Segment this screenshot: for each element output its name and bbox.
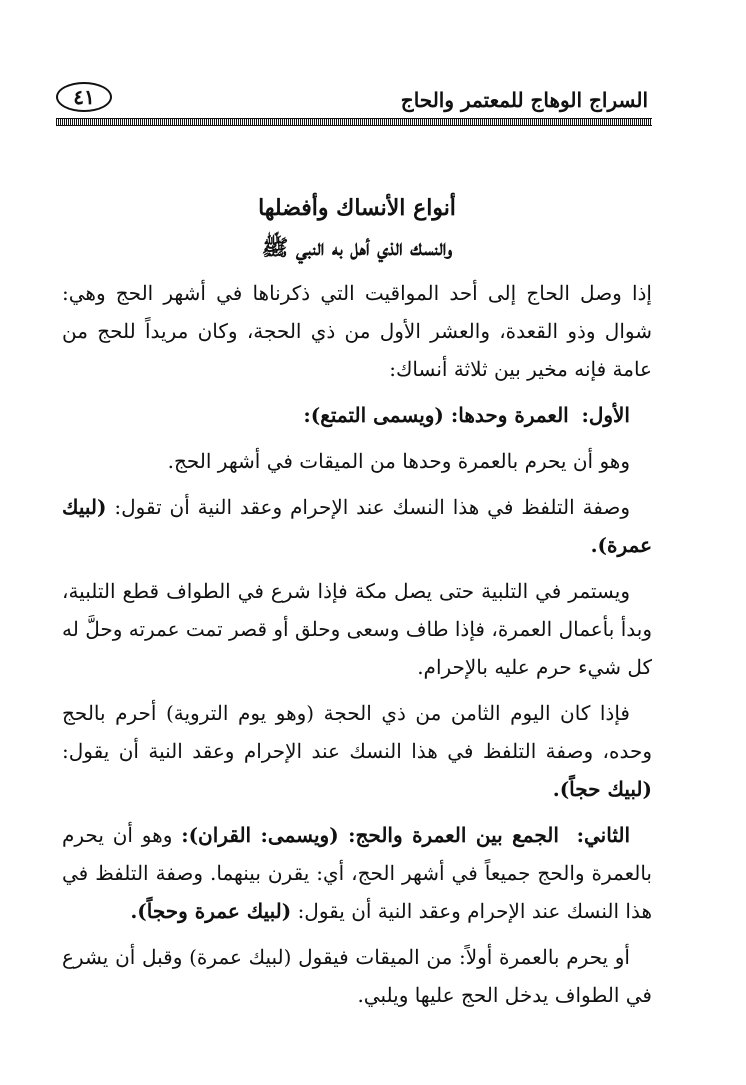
page-number: ٤١ bbox=[56, 82, 112, 112]
header-rule bbox=[56, 118, 652, 126]
section-heading: أنواع الأنساك وأفضلها bbox=[258, 195, 456, 221]
paragraph-tamattu-talbiya bbox=[62, 488, 652, 564]
second-type-label: الثاني: bbox=[576, 823, 631, 847]
paragraph-tarwiyah bbox=[62, 694, 652, 808]
qiran-text: وهو أن يحرم بالعمرة والحج جميعاً في أشهر الحج، أي: يقرن بينهما. وصفة التلفظ في هذا النسك عند الإحرام وعقد النية أن يقول: bbox=[62, 823, 652, 923]
page-body bbox=[62, 188, 652, 1022]
paragraph-first-type bbox=[62, 396, 652, 434]
paragraph-second-type bbox=[62, 816, 652, 930]
qiran-phrase: (لبيك عمرة وحجاً). bbox=[130, 899, 292, 923]
tarwiyah-text: فإذا كان اليوم الثامن من ذي الحجة (وهو يوم التروية) أحرم بالحج وحده، وصفة التلفظ في هذا النسك عند الإحرام وعقد النية أن يقول: bbox=[62, 701, 652, 763]
tamattu-talbiya-text: وصفة التلفظ في هذا النسك عند الإحرام وعقد النية أن تقول: bbox=[114, 495, 631, 519]
paragraph-qiran-alt: أو يحرم بالعمرة أولاً: من الميقات فيقول (لبيك عمرة) وقبل أن يشرع في الطواف يدخل الحج عليها ويلبي. bbox=[62, 945, 652, 1007]
paragraph-umrah-acts: ويستمر في التلبية حتى يصل مكة فإذا شرع في الطواف قطع التلبية، وبدأ بأعمال العمرة، فإذا طاف وسعى وحلق أو قصر تمت عمرته وحلَّ له كل شيء حرم عليه بالإحرام. bbox=[62, 579, 652, 679]
first-type-title: العمرة وحدها: (ويسمى التمتع): bbox=[303, 403, 569, 427]
running-title: السراج الوهاج للمعتمر والحاج bbox=[400, 88, 648, 112]
first-type-label: الأول: bbox=[581, 403, 630, 427]
paragraph-tamattu-def: وهو أن يحرم بالعمرة وحدها من الميقات في أشهر الحج. bbox=[167, 449, 630, 473]
paragraph-intro: إذا وصل الحاج إلى أحد المواقيت التي ذكرناها في أشهر الحج وهي: شوال وذو القعدة، والعشر الأول من ذي الحجة، وكان مريداً للحج من عامة فإنه مخير بين ثلاثة أنساك: bbox=[62, 281, 652, 381]
tarwiyah-phrase: (لبيك حجاً). bbox=[552, 777, 652, 801]
tamattu-talbiya-phrase: (لبيك عمرة). bbox=[62, 495, 652, 557]
section-subheading: والنسك الذي أهل به النبي ﷺ bbox=[261, 235, 453, 261]
second-type-title: الجمع بين العمرة والحج: (ويسمى: القران): bbox=[181, 823, 559, 847]
page-header bbox=[56, 82, 652, 126]
